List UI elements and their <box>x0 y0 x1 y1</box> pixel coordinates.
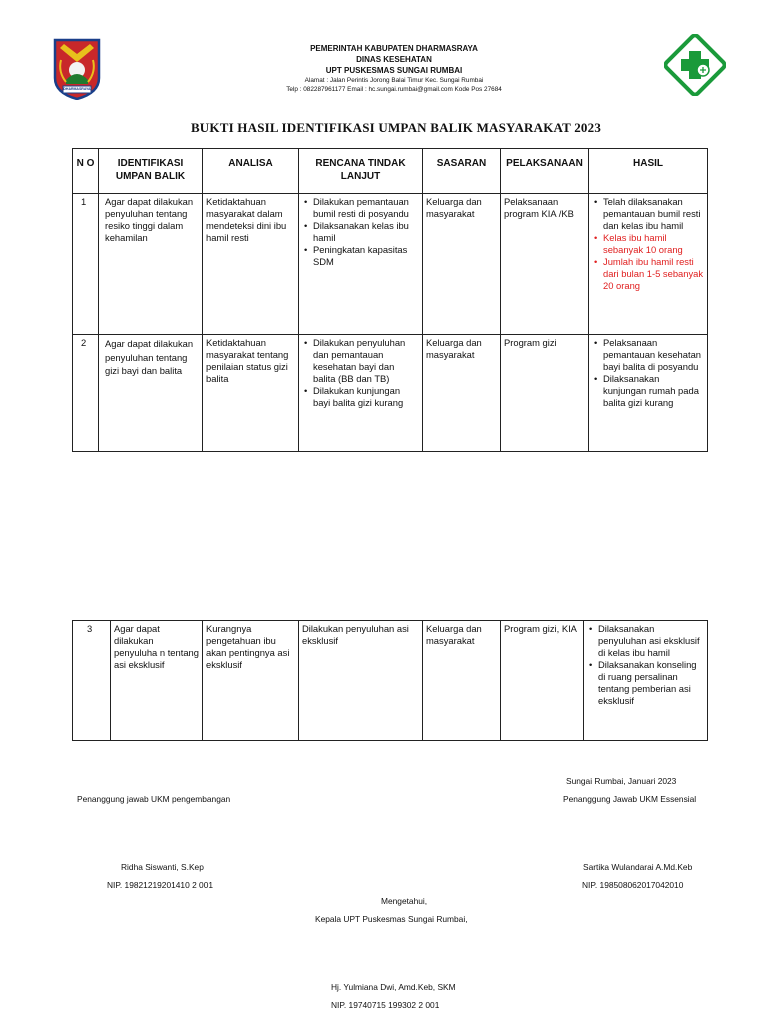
right-signer-nip: NIP. 198508062017042010 <box>582 880 684 890</box>
row-identifikasi: Agar dapat dilakukan penyuluha n tentang asi eksklusif <box>111 621 203 741</box>
hasil-item: • Pelaksanaan pemantauan kesehatan bayi balita di posyandu <box>603 337 704 373</box>
header-hasil: HASIL <box>589 149 708 194</box>
row-rencana <box>299 194 423 335</box>
row-pelaksanaan: Program gizi <box>501 335 589 452</box>
hasil-item: • Telah dilaksanakan pemantauan bumil resti dan kelas ibu hamil <box>603 196 704 232</box>
row-hasil <box>584 621 708 741</box>
row-no: 2 <box>73 335 99 452</box>
rencana-item: • Dilakukan pemantauan bumil resti di posyandu <box>313 196 419 220</box>
header-pelaksanaan: PELAKSANAAN <box>501 149 589 194</box>
row-hasil <box>589 194 708 335</box>
left-signer-nip: NIP. 19821219201410 2 001 <box>107 880 214 890</box>
table-row <box>73 194 708 335</box>
hasil-item: • Dilaksanakan penyuluhan asi eksklusif di kelas ibu hamil <box>598 623 704 659</box>
row-hasil <box>589 335 708 452</box>
letterhead-contact: Telp : 082287961177 Email : hc.sungai.rumbai@gmail.com Kode Pos 27684 <box>286 86 502 93</box>
header-identifikasi: IDENTIFIKASI UMPAN BALIK <box>99 149 203 194</box>
row-rencana: Dilakukan penyuluhan asi eksklusif <box>299 621 423 741</box>
row-sasaran: Keluarga dan masyarakat <box>423 621 501 741</box>
letterhead-address: Alamat : Jalan Perintis Jorong Balai Timur Kec. Sungai Rumbai <box>304 77 484 84</box>
row-no: 3 <box>73 621 111 741</box>
head-signer-role: Kepala UPT Puskesmas Sungai Rumbai, <box>315 914 468 924</box>
row-analisa: Ketidaktahuan masyarakat dalam mendeteksi dini ibu hamil resti <box>203 194 299 335</box>
document-title: BUKTI HASIL IDENTIFIKASI UMPAN BALIK MASYARAKAT 2023 <box>190 120 602 135</box>
hasil-item-highlight: • Kelas ibu hamil sebanyak 10 orang <box>603 232 704 256</box>
table-row <box>73 335 708 452</box>
left-signer-role: Penanggung jawab UKM pengembangan <box>77 794 231 804</box>
row-rencana <box>299 335 423 452</box>
head-signer-name: Hj. Yulmiana Dwi, Amd.Keb, SKM <box>331 982 456 992</box>
feedback-table <box>72 148 708 452</box>
row-analisa: Ketidaktahuan masyarakat tentang penilaian status gizi balita <box>203 335 299 452</box>
row-no: 1 <box>73 194 99 335</box>
header-analisa: ANALISA <box>203 149 299 194</box>
header-sasaran: SASARAN <box>423 149 501 194</box>
row-pelaksanaan: Pelaksanaan program KIA /KB <box>501 194 589 335</box>
feedback-table-continued <box>72 620 708 741</box>
row-identifikasi: Agar dapat dilakukan penyuluhan tentang gizi bayi dan balita <box>99 335 203 452</box>
right-signer-role: Penanggung Jawab UKM Essensial <box>563 794 697 804</box>
rencana-item: • Dilakukan kunjungan bayi balita gizi kurang <box>313 385 419 409</box>
table-header-row <box>73 149 708 194</box>
rencana-item: • Dilaksanakan kelas ibu hamil <box>313 220 419 244</box>
rencana-item: • Dilakukan penyuluhan dan pemantauan kesehatan bayi dan balita (BB dan TB) <box>313 337 419 385</box>
hasil-item-highlight: • Jumlah ibu hamil resti dari bulan 1-5 sebanyak 20 orang <box>603 256 704 292</box>
header-rencana: RENCANA TINDAK LANJUT <box>299 149 423 194</box>
left-signer-name: Ridha Siswanti, S.Kep <box>121 862 204 872</box>
row-sasaran: Keluarga dan masyarakat <box>423 194 501 335</box>
letterhead-line2: DINAS KESEHATAN <box>356 55 432 64</box>
hasil-item: • Dilaksanakan kunjungan rumah pada balita gizi kurang <box>603 373 704 409</box>
table-row <box>73 621 708 741</box>
mengetahui-label: Mengetahui, <box>381 896 428 906</box>
header-no: N O <box>73 149 99 194</box>
row-analisa: Kurangnya pengetahuan ibu akan pentingnya asi eksklusif <box>203 621 299 741</box>
letterhead-line3: UPT PUSKESMAS SUNGAI RUMBAI <box>325 66 463 75</box>
row-sasaran: Keluarga dan masyarakat <box>423 335 501 452</box>
place-date: Sungai Rumbai, Januari 2023 <box>566 776 677 786</box>
regency-logo-banner: DHARMASRAYA <box>63 87 91 91</box>
hasil-item: • Dilaksanakan konseling di ruang persalinan tentang pemberian asi eksklusif <box>598 659 704 707</box>
head-signer-nip: NIP. 19740715 199302 2 001 <box>331 1000 440 1010</box>
row-pelaksanaan: Program gizi, KIA <box>501 621 584 741</box>
rencana-item: • Peningkatan kapasitas SDM <box>313 244 419 268</box>
row-identifikasi: Agar dapat dilakukan penyuluhan tentang resiko tinggi dalam kehamilan <box>99 194 203 335</box>
letterhead-line1: PEMERINTAH KABUPATEN DHARMASRAYA <box>310 44 478 53</box>
right-signer-name: Sartika Wulandarai A.Md.Keb <box>583 862 693 872</box>
